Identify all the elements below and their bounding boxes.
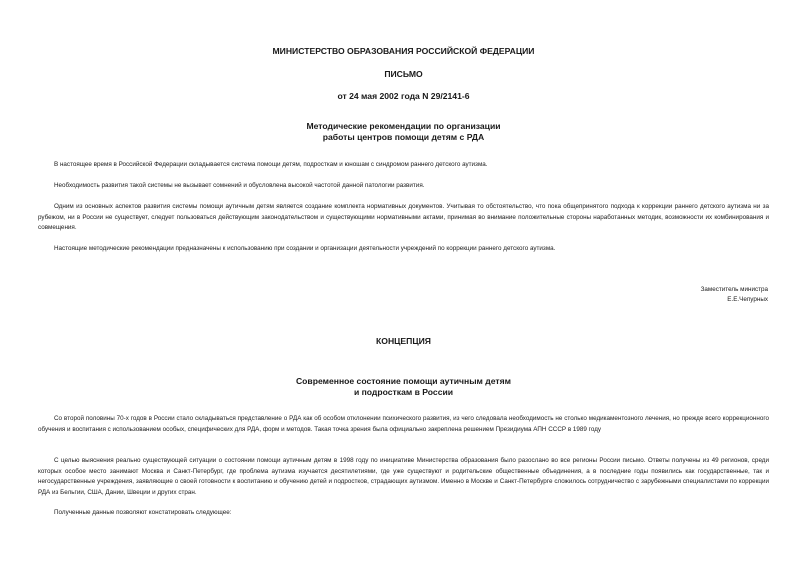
document-title-line-1: Методические рекомендации по организации bbox=[306, 121, 501, 131]
concept-paragraph: Полученные данные позволяют констатировать следующее: bbox=[54, 509, 232, 516]
signature-name: Е.Е.Чепурных bbox=[727, 296, 768, 303]
ministry-heading: МИНИСТЕРСТВО ОБРАЗОВАНИЯ РОССИЙСКОЙ ФЕДЕРАЦИИ bbox=[272, 46, 535, 56]
document-title-line-2: работы центров помощи детям с РДА bbox=[322, 132, 485, 142]
section-title-line-2: и подросткам в России bbox=[353, 387, 454, 397]
concept-paragraph: Со второй половины 70-х годов в России стало складываться представление о РДА как об особом отклонении психического развития, из чего следовала необходимость не столько медикаментозного лечения, но прежде всего коррекционного обучения и воспитания с использованием особых, специфических для РДА, форм и методов. Такая точка зрения была официально закреплена решением Президиума АПН СССР в 1989 году bbox=[38, 415, 769, 433]
intro-paragraph: Необходимость развития такой системы не вызывает сомнений и обусловлена высокой частотой данной патологии развития. bbox=[54, 182, 425, 189]
signature-position: Заместитель министра bbox=[700, 286, 768, 293]
document-date-number: от 24 мая 2002 года N 29/2141-6 bbox=[337, 91, 470, 101]
concept-heading: КОНЦЕПЦИЯ bbox=[376, 336, 431, 346]
intro-paragraph: Настоящие методические рекомендации предназначены к использованию при создании и организации деятельности учреждений по коррекции раннего детского аутизма. bbox=[54, 245, 556, 252]
section-title-line-1: Современное состояние помощи аутичным детям bbox=[295, 376, 512, 386]
concept-paragraph: С целью выяснения реально существующей ситуации о состоянии помощи аутичным детям в 1998 году по инициативе Министерства образования было разослано во все регионы России письмо. Ответы получены из 49 регионов, среди которых особое место занимают Москва и Санкт-Петербург, где проблема аутизма изучается десятилетиями, где уже существуют и родительские общественные объединения, а в последние годы появились как государственные, так и негосударственные учреждения, заявляющие о своей готовности к воспитанию и обучению детей и подростков, страдающих аутизмом. Именно в Москве и Санкт-Петербурге сложилось сотрудничество с зарубежными специалистами по коррекции РДА из Бельгии, США, Дании, Швеции и других стран. bbox=[38, 457, 769, 496]
document-type: ПИСЬМО bbox=[384, 69, 423, 79]
intro-paragraph: Одним из основных аспектов развития системы помощи аутичным детям является создание комплекта нормативных документов. Учитывая то обстоятельство, что пока общепринятого подхода к коррекции раннего детского аутизма ни за рубежом, ни в России не существует, следует пользоваться действующим законодательством и существующими нормативными актами, принимая во внимание положительные стороны наработанных методик, возможности их комбинирования и совмещения. bbox=[38, 203, 769, 232]
intro-paragraph: В настоящее время в Российской Федерации складывается система помощи детям, подросткам и юношам с синдромом раннего детского аутизма. bbox=[54, 161, 488, 168]
